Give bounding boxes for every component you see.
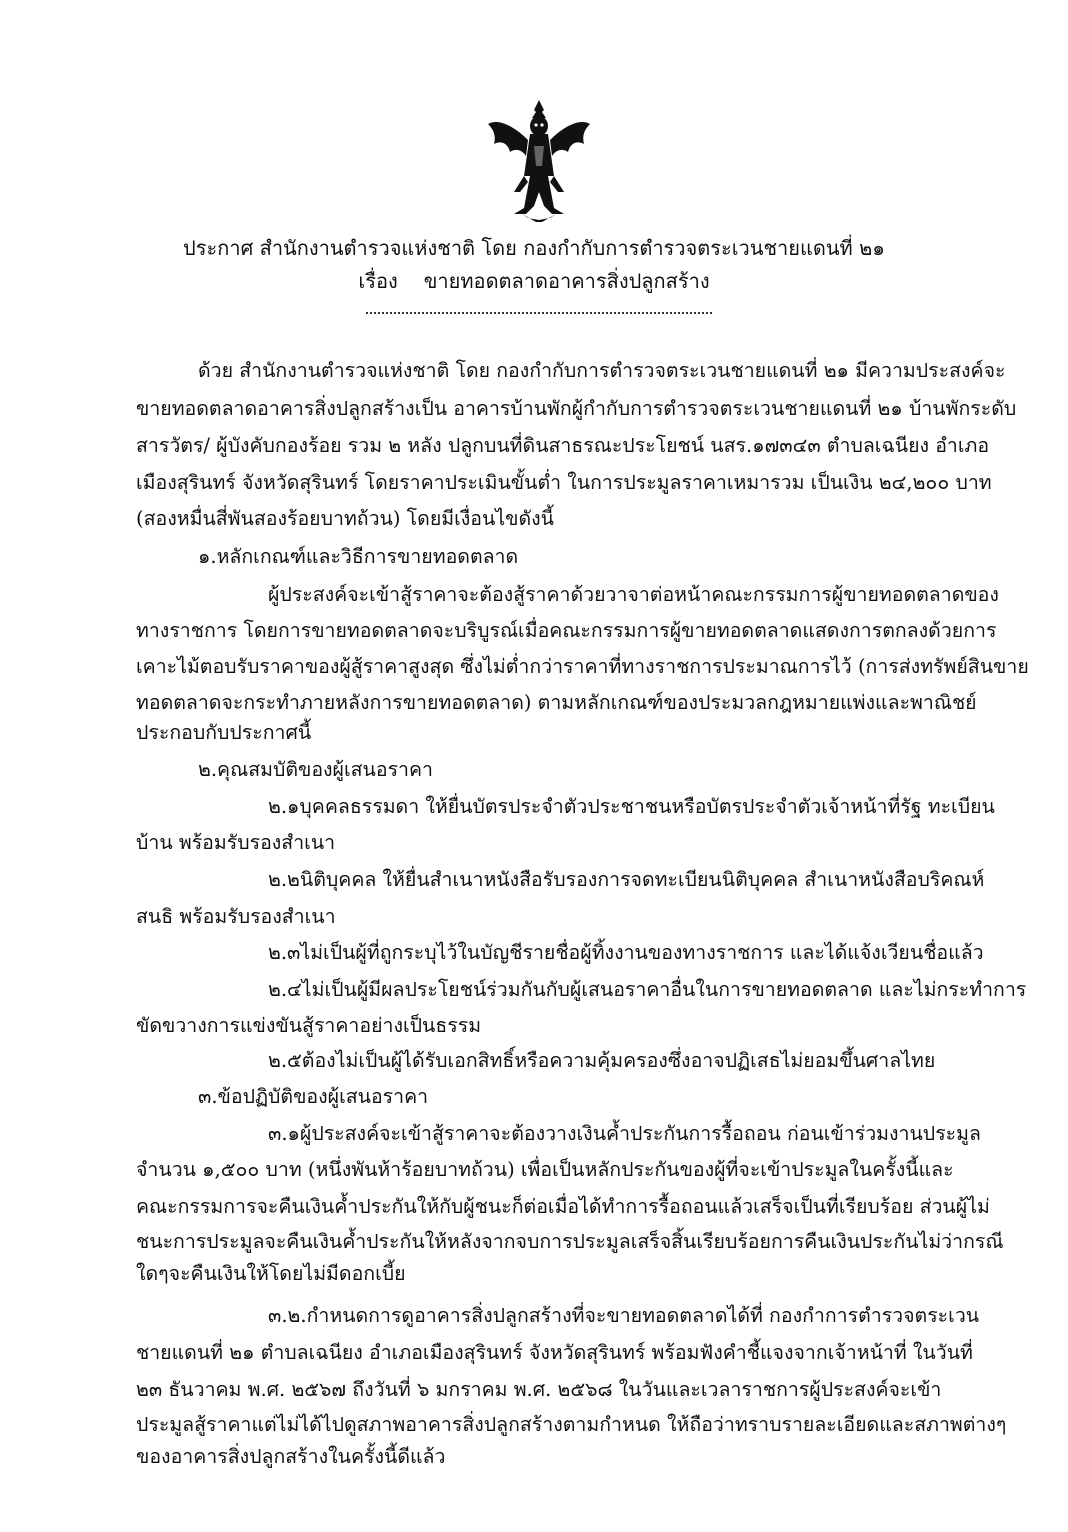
section-line: ๒.๓ไม่เป็นผู้ที่ถูกระบุไว้ในบัญชีรายชื่อผู้ทิ้งงานของทางราชการ และได้แจ้งเวียนชื่อแล้ว [268, 941, 984, 964]
section-line: จำนวน ๑,๕๐๐ บาท (หนึ่งพันห้าร้อยบาทถ้วน) เพื่อเป็นหลักประกันของผู้ที่จะเข้าประมูลในครั้งนี้และ [136, 1158, 954, 1181]
section-line: ชนะการประมูลจะคืนเงินค้ำประกันให้หลังจากจบการประมูลเสร็จสิ้นเรียบร้อยการคืนเงินประกันไม่ว่ากรณี [136, 1230, 1004, 1253]
subject-line [0, 265, 1068, 297]
section-heading: ๓.ข้อปฏิบัติของผู้เสนอราคา [198, 1085, 429, 1108]
subject-label: เรื่อง [358, 269, 398, 293]
section-line: ๒.๕ต้องไม่เป็นผู้ได้รับเอกสิทธิ์หรือความคุ้มครองซึ่งอาจปฏิเสธไม่ยอมขึ้นศาลไทย [268, 1049, 936, 1072]
intro-line: (สองหมื่นสี่พันสองร้อยบาทถ้วน) โดยมีเงื่อนไขดังนี้ [136, 507, 554, 530]
intro-line: ขายทอดตลาดอาคารสิ่งปลูกสร้างเป็น อาคารบ้านพักผู้กำกับการตำรวจตระเวนชายแดนที่ ๒๑ บ้านพักระดับ [136, 397, 1017, 420]
section-line: บ้าน พร้อมรับรองสำเนา [136, 831, 336, 854]
section-line: ประมูลสู้ราคาแต่ไม่ได้ไปดูสภาพอาคารสิ่งปลูกสร้างตามกำหนด ให้ถือว่าทราบรายละเอียดและสภาพต่างๆ [136, 1413, 1007, 1436]
section-line: ทางราชการ โดยการขายทอดตลาดจะบริบูรณ์เมื่อคณะกรรมการผู้ขายทอดตลาดแสดงการตกลงด้วยการ [136, 619, 997, 642]
dotted-separator [366, 312, 712, 314]
section-line: ใดๆจะคืนเงินให้โดยไม่มีดอกเบี้ย [136, 1262, 406, 1285]
intro-line: ด้วย สำนักงานตำรวจแห่งชาติ โดย กองกำกับการตำรวจตระเวนชายแดนที่ ๒๑ มีความประสงค์จะ [198, 359, 1006, 382]
section-line: ๒๓ ธันวาคม พ.ศ. ๒๕๖๗ ถึงวันที่ ๖ มกราคม พ.ศ. ๒๕๖๘ ในวันและเวลาราชการผู้ประสงค์จะเข้า [136, 1378, 942, 1401]
section-line: ๓.๒.กำหนดการดูอาคารสิ่งปลูกสร้างที่จะขายทอดตลาดได้ที่ กองกำการตำรวจตระเวน [268, 1304, 980, 1327]
section-line: ประกอบกับประกาศนี้ [136, 721, 312, 744]
section-line: ผู้ประสงค์จะเข้าสู้ราคาจะต้องสู้ราคาด้วยวาจาต่อหน้าคณะกรรมการผู้ขายทอดตลาดของ [268, 583, 999, 606]
intro-line: สารวัตร/ ผู้บังคับกองร้อย รวม ๒ หลัง ปลูกบนที่ดินสาธรณะประโยชน์ นสร.๑๗๓๔๓ ตำบลเฉนียง อำเภอ [136, 434, 990, 457]
section-line: ของอาคารสิ่งปลูกสร้างในครั้งนี้ดีแล้ว [136, 1445, 446, 1468]
section-line: สนธิ พร้อมรับรองสำเนา [136, 905, 336, 928]
intro-line: เมืองสุรินทร์ จังหวัดสุรินทร์ โดยราคาประเมินขั้นต่ำ ในการประมูลราคาเหมารวม เป็นเงิน ๒๔,๒๐๐ บาท [136, 471, 992, 494]
announcement-title: ประกาศ สำนักงานตำรวจแห่งชาติ โดย กองกำกับการตำรวจตระเวนชายแดนที่ ๒๑ [183, 236, 885, 260]
section-heading: ๑.หลักเกณฑ์และวิธีการขายทอดตลาด [198, 545, 519, 568]
subject-text: ขายทอดตลาดอาคารสิ่งปลูกสร้าง [423, 269, 710, 293]
section-line: ชายแดนที่ ๒๑ ตำบลเฉนียง อำเภอเมืองสุรินทร์ จังหวัดสุรินทร์ พร้อมฟังคำชี้แจงจากเจ้าหน้าที่ ในวันที่ [136, 1341, 973, 1364]
section-line: ๒.๒นิติบุคคล ให้ยื่นสำเนาหนังสือรับรองการจดทะเบียนนิติบุคคล สำเนาหนังสือบริคณห์ [268, 868, 985, 891]
section-heading: ๒.คุณสมบัติของผู้เสนอราคา [198, 758, 433, 781]
section-line: ทอดตลาดจะกระทำภายหลังการขายทอดตลาด) ตามหลักเกณฑ์ของประมวลกฎหมายแพ่งและพาณิชย์ [136, 691, 977, 714]
garuda-emblem-icon [484, 96, 594, 228]
section-line: คณะกรรมการจะคืนเงินค้ำประกันให้กับผู้ชนะก็ต่อเมื่อได้ทำการรื้อถอนแล้วเสร็จเป็นที่เรียบร้อย ส่วนผู้ไม่ [136, 1195, 990, 1218]
section-line: ๒.๑บุคคลธรรมดา ให้ยื่นบัตรประจำตัวประชาชนหรือบัตรประจำตัวเจ้าหน้าที่รัฐ ทะเบียน [268, 795, 995, 818]
section-line: เคาะไม้ตอบรับราคาของผู้สู้ราคาสูงสุด ซึ่งไม่ต่ำกว่าราคาที่ทางราชการประมาณการไว้ (การส่งทรัพย์สินขาย [136, 655, 1029, 678]
section-line: ๒.๔ไม่เป็นผู้มีผลประโยชน์ร่วมกันกับผู้เสนอราคาอื่นในการขายทอดตลาด และไม่กระทำการ [268, 978, 1027, 1001]
section-line: ๓.๑ผู้ประสงค์จะเข้าสู้ราคาจะต้องวางเงินค้ำประกันการรื้อถอน ก่อนเข้าร่วมงานประมูล [268, 1122, 981, 1145]
section-line: ขัดขวางการแข่งขันสู้ราคาอย่างเป็นธรรม [136, 1014, 482, 1037]
